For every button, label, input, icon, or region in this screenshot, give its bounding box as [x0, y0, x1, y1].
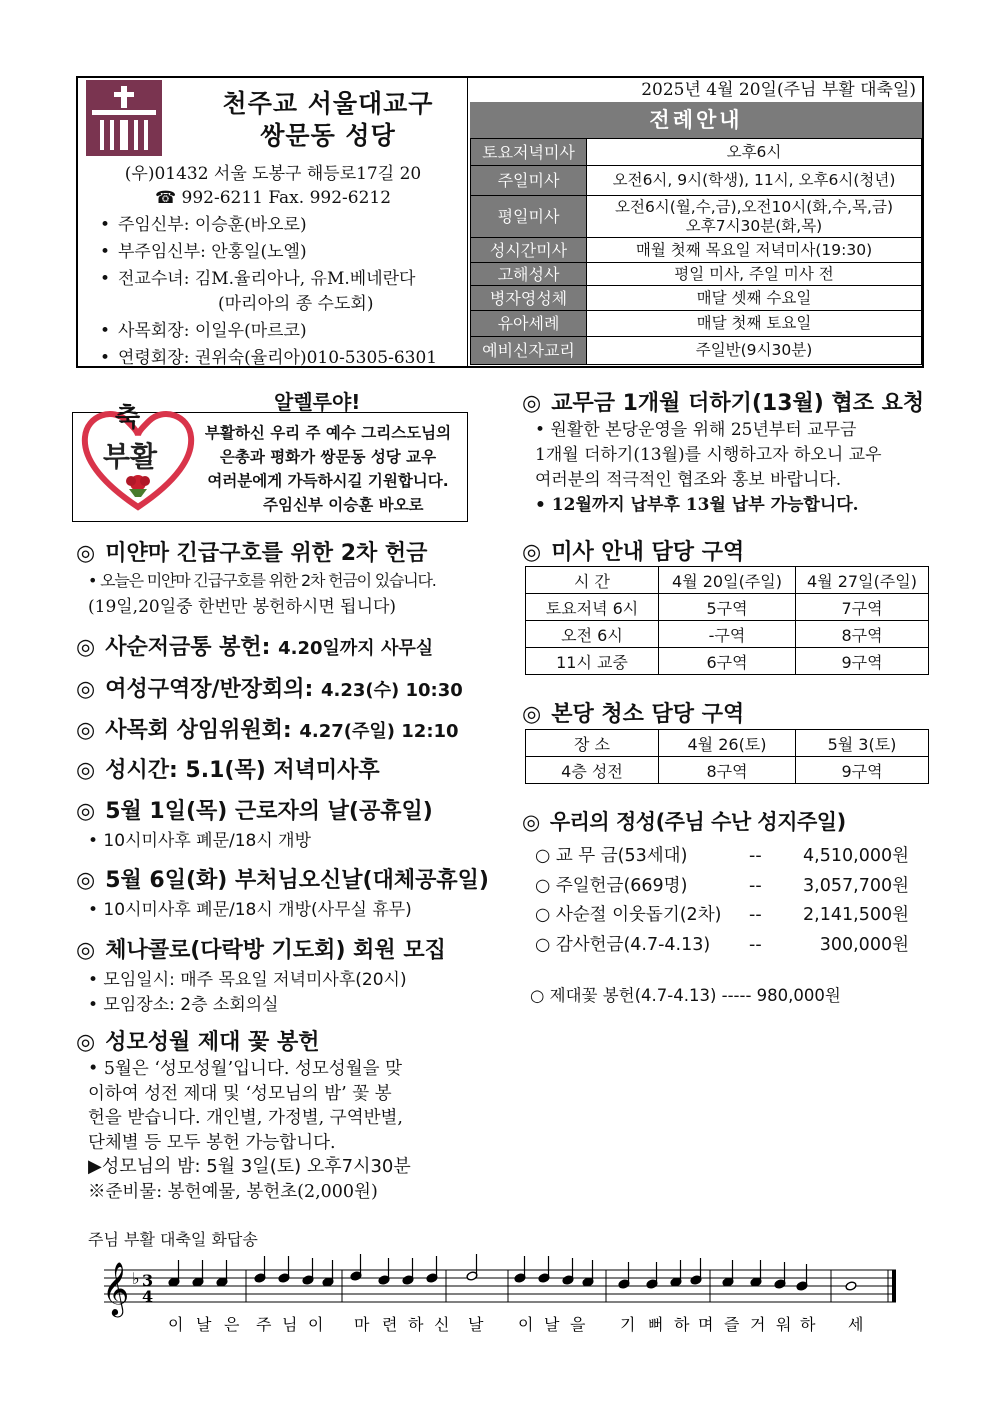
- table-cell: 7구역: [796, 594, 929, 621]
- psalm-title: 주님 부활 대축일 화답송: [88, 1230, 258, 1249]
- may-flowers-line: 이하여 성전 제대 및 ‘성모님의 밤’ 꽃 봉: [88, 1083, 392, 1104]
- bulletin-date: 2025년 4월 20일(주님 부활 대축일): [641, 80, 916, 100]
- section-title-text: 성모성월 제대 꽃 봉헌: [105, 1030, 320, 1055]
- dues-line: 1개월 더하기(13월)를 시행하고자 하오니 교우: [535, 445, 882, 465]
- table-row: [471, 166, 922, 196]
- staff-item-continued: (마리아의 종 수도회): [218, 294, 374, 314]
- lyric-syllable: 날: [544, 1315, 560, 1334]
- lyric-syllable: 기: [620, 1315, 636, 1334]
- easter-heading: 알렐루야!: [274, 390, 361, 414]
- schedule-value: [587, 196, 922, 238]
- schedule-value: 매월 첫째 목요일 저녁미사(19:30): [587, 238, 922, 263]
- schedule-value: 평일 미사, 주일 미사 전: [587, 263, 922, 286]
- easter-stamp-top: 축: [115, 403, 141, 433]
- table-header-cell: 시 간: [526, 567, 659, 594]
- buddha-day-line1: • 10시미사후 폐문/18시 개방(사무실 휴무): [88, 900, 412, 920]
- double-circle-icon: ◎: [76, 677, 96, 702]
- lyric-syllable: 하: [408, 1315, 424, 1334]
- offering-dash: --: [749, 875, 762, 896]
- easter-stamp-main: 부활: [103, 440, 158, 473]
- table-row: [471, 337, 922, 365]
- double-circle-icon: ◎: [76, 718, 96, 743]
- staff-item: • 부주임신부: 안홍일(노엘): [100, 239, 468, 266]
- time-signature-top: 3: [142, 1271, 154, 1290]
- offering-label: ○ 감사헌금(4.7-4.13): [535, 934, 711, 955]
- table-header-row: [526, 567, 929, 594]
- mass-duty-title: [522, 535, 744, 566]
- bulletin-header: [76, 76, 924, 368]
- offering-dash: --: [749, 934, 762, 955]
- lyric-syllable: 을: [570, 1315, 586, 1334]
- section-title-text: 5월 1일(목) 근로자의 날(공휴일): [105, 799, 433, 824]
- table-cell: 9구역: [796, 757, 929, 784]
- altar-flowers-offering: ○ 제대꽃 봉헌(4.7-4.13) ----- 980,000원: [530, 986, 841, 1005]
- easter-signature: 주임신부 이승훈 바오로: [263, 496, 424, 514]
- lyric-syllable: 주: [256, 1315, 272, 1334]
- lyric-syllable: 뻐: [648, 1315, 664, 1334]
- may-flowers-event: ▶성모님의 밤: 5월 3일(토) 오후7시30분: [88, 1156, 411, 1177]
- table-row: [526, 757, 929, 784]
- double-circle-icon: ◎: [522, 391, 542, 416]
- pastoral-council-title: [76, 713, 459, 744]
- offering-label: ○ 사순절 이웃돕기(2차): [535, 905, 722, 925]
- section-title-text: 미얀마 긴급구호를 위한 2차 헌금: [105, 541, 428, 566]
- table-header-cell: 4월 27일(주일): [796, 567, 929, 594]
- table-cell: 8구역: [796, 621, 929, 648]
- lyric-syllable: 며: [698, 1315, 714, 1334]
- table-header-cell: 장 소: [526, 730, 659, 757]
- myanmar-offering-title: [76, 536, 427, 567]
- holy-hour-title: [76, 753, 380, 784]
- easter-greeting-box: [72, 403, 468, 522]
- table-cell: 5구역: [659, 594, 796, 621]
- lyric-syllable: 은: [224, 1315, 240, 1334]
- easter-message-line: 부활하신 우리 주 예수 그리스도님의: [204, 424, 452, 442]
- section-title-text: 여성구역장/반장회의:: [105, 677, 314, 702]
- schedule-label: 성시간미사: [471, 238, 587, 263]
- offering-dash: --: [749, 905, 762, 925]
- time-signature-bottom: 4: [142, 1287, 154, 1306]
- address: (우)01432 서울 도봉구 해등로17길 20: [124, 164, 422, 184]
- offering-item: [535, 872, 915, 902]
- staff-item: • 주임신부: 이승훈(바오로): [100, 212, 468, 239]
- section-sub-text: 4.20일까지 사무실: [278, 638, 434, 659]
- section-title-text: 교무금 1개월 더하기(13월) 협조 요청: [551, 391, 925, 416]
- dues-title: [522, 386, 924, 417]
- table-cell: 8구역: [659, 757, 796, 784]
- lyric-syllable: 날: [196, 1315, 212, 1334]
- schedule-value-line1: 오전6시(월,수,금),오전10시(화,수,목,금): [615, 197, 893, 216]
- music-note: [845, 1281, 857, 1291]
- table-cell: 토요저녁 6시: [526, 594, 659, 621]
- section-title-text: 사순저금통 봉헌:: [105, 635, 271, 660]
- table-cell: 4층 성전: [526, 757, 659, 784]
- offering-list: [535, 842, 915, 960]
- parish-name: [198, 88, 458, 152]
- lyric-syllable: 하: [800, 1315, 816, 1334]
- staff-item: • 전교수녀: 김M.율리아나, 유M.베네란다: [100, 266, 468, 293]
- schedule-label: 병자영성체: [471, 286, 587, 311]
- lyric-syllable: 련: [382, 1315, 398, 1334]
- table-row: [471, 238, 922, 263]
- contact-block: [78, 162, 468, 210]
- offering-amount: 300,000원: [819, 934, 909, 955]
- table-row: [471, 139, 922, 166]
- psalm-lyrics: [168, 1315, 863, 1334]
- parish-name-line2: 쌍문동 성당: [260, 121, 396, 150]
- labor-day-line1: • 10시미사후 폐문/18시 개방: [88, 831, 312, 851]
- may-flowers-body: [88, 1057, 472, 1204]
- double-circle-icon: ◎: [76, 758, 96, 783]
- may-flowers-line: 헌을 받습니다. 개인별, 가정별, 구역반별,: [88, 1108, 403, 1128]
- table-row: [471, 196, 922, 238]
- easter-message-line: 은총과 평화가 쌍문동 성당 교우: [219, 448, 437, 466]
- svg-text:♭: ♭: [132, 1269, 140, 1288]
- dues-body: [535, 418, 882, 518]
- may-flowers-line: 단체별 등 모두 봉헌 가능합니다.: [88, 1132, 336, 1153]
- may-flowers-line: • 5월은 ‘성모성월’입니다. 성모성월을 맞: [88, 1059, 402, 1079]
- section-title-text: 사목회 상임위원회:: [105, 718, 292, 743]
- section-sub-text: 4.27(주일) 12:10: [299, 721, 459, 742]
- lyric-syllable: 이: [308, 1315, 324, 1334]
- table-header-cell: 4월 26(토): [659, 730, 796, 757]
- church-logo: [86, 80, 162, 156]
- cenacolo-line2: • 모임장소: 2층 소회의실: [88, 995, 279, 1015]
- offering-amount: 3,057,700원: [803, 875, 909, 896]
- cenacolo-line1: • 모임일시: 매주 목요일 저녁미사후(20시): [88, 970, 407, 990]
- double-circle-icon: ◎: [76, 541, 96, 566]
- lyric-syllable: 님: [282, 1315, 298, 1334]
- schedule-label: 평일미사: [471, 196, 587, 238]
- mass-duty-table: [525, 566, 929, 675]
- liturgy-schedule-table: [470, 138, 922, 365]
- staff-item: • 사목회장: 이일우(마르코): [100, 318, 468, 345]
- lyric-syllable: 즐: [724, 1315, 740, 1334]
- schedule-label: 주일미사: [471, 166, 587, 196]
- double-circle-icon: ◎: [522, 810, 540, 834]
- lyric-syllable: 이: [518, 1315, 534, 1334]
- lyric-syllable: 이: [168, 1315, 184, 1334]
- section-title-text: 성시간: 5.1(목) 저녁미사후: [105, 758, 380, 783]
- table-row: [526, 594, 929, 621]
- myanmar-line2: (19일,20일중 한번만 봉헌하시면 됩니다): [88, 597, 397, 617]
- schedule-value: 오전6시, 9시(학생), 11시, 오후6시(청년): [587, 166, 922, 196]
- table-cell: -구역: [659, 621, 796, 648]
- offering-item: [535, 901, 915, 931]
- cathedral-icon: [86, 80, 162, 156]
- may-flowers-title: [76, 1025, 319, 1056]
- lyric-syllable: 신: [434, 1315, 450, 1334]
- offering-amount: 4,510,000원: [803, 846, 909, 866]
- table-cell: 11시 교중: [526, 648, 659, 675]
- phone: ☎ 992-6211 Fax. 992-6212: [154, 188, 392, 208]
- lyric-syllable: 하: [674, 1315, 690, 1334]
- table-row: [471, 311, 922, 337]
- offering-label: ○ 주일헌금(669명): [535, 875, 688, 896]
- lyric-syllable: 워: [776, 1315, 792, 1334]
- schedule-label: 유아세례: [471, 311, 587, 337]
- section-title-text: 본당 청소 담당 구역: [551, 702, 745, 727]
- psalm-sheet-music: [96, 1252, 908, 1336]
- double-circle-icon: ◎: [76, 799, 96, 824]
- staff-list: [100, 212, 468, 372]
- double-circle-icon: ◎: [522, 702, 542, 727]
- offering-label: ○ 교 무 금(53세대): [535, 846, 688, 866]
- double-circle-icon: ◎: [76, 868, 96, 893]
- dues-line: • 12월까지 납부후 13월 납부 가능합니다.: [535, 495, 859, 515]
- lyric-syllable: 세: [848, 1315, 864, 1334]
- table-row: [526, 621, 929, 648]
- schedule-value: 오후6시: [587, 139, 922, 166]
- offering-item: [535, 931, 915, 961]
- women-meeting-title: [76, 672, 463, 703]
- parish-info: [78, 78, 468, 366]
- dues-line: • 원활한 본당운영을 위해 25년부터 교무금: [535, 420, 857, 440]
- double-circle-icon: ◎: [76, 635, 96, 660]
- lyric-syllable: 마: [354, 1315, 370, 1334]
- labor-day-title: [76, 794, 433, 825]
- liturgy-guide-title: 전례안내: [470, 102, 922, 138]
- double-circle-icon: ◎: [522, 540, 542, 565]
- section-title-text: 미사 안내 담당 구역: [551, 540, 745, 565]
- parish-name-line1: 천주교 서울대교구: [222, 89, 434, 118]
- treble-clef-icon: 𝄞: [102, 1261, 130, 1315]
- schedule-value: 매달 셋째 수요일: [587, 286, 922, 311]
- table-row: [526, 648, 929, 675]
- double-circle-icon: ◎: [76, 1030, 96, 1055]
- section-title-text: 체나콜로(다락방 기도회) 회원 모집: [105, 938, 446, 963]
- table-cell: 9구역: [796, 648, 929, 675]
- double-circle-icon: ◎: [76, 938, 96, 963]
- cleaning-duty-title: [522, 697, 744, 728]
- table-row: [471, 286, 922, 311]
- schedule-value: 주일반(9시30분): [587, 337, 922, 365]
- table-header-row: [526, 730, 929, 757]
- dues-line: 여러분의 적극적인 협조와 홍보 바랍니다.: [535, 470, 842, 490]
- staff-item: • 연령회장: 권위숙(율리아)010-5305-6301: [100, 345, 468, 372]
- easter-message-line: 여러분에게 가득하시길 기원합니다.: [207, 472, 449, 490]
- section-title-text: 5월 6일(화) 부처님오신날(대체공휴일): [105, 868, 489, 893]
- table-header-cell: 5월 3(토): [796, 730, 929, 757]
- table-cell: 6구역: [659, 648, 796, 675]
- offering-amount: 2,141,500원: [803, 905, 909, 925]
- table-header-cell: 4월 20일(주일): [659, 567, 796, 594]
- offering-dash: --: [749, 846, 762, 866]
- cenacolo-title: [76, 933, 446, 964]
- offering-title: [522, 806, 846, 836]
- lyric-syllable: 거: [750, 1315, 766, 1334]
- easter-message: [195, 421, 461, 493]
- schedule-label: 예비신자교리: [471, 337, 587, 365]
- section-title-text: 우리의 정성(주님 수난 성지주일): [549, 810, 846, 834]
- section-sub-text: 4.23(수) 10:30: [320, 680, 463, 701]
- table-row: [471, 263, 922, 286]
- offering-item: [535, 842, 915, 872]
- table-cell: 오전 6시: [526, 621, 659, 648]
- myanmar-line1: • 오늘은 미얀마 긴급구호를 위한 2차 헌금이 있습니다.: [88, 571, 436, 590]
- cleaning-duty-table: [525, 729, 929, 784]
- lyric-syllable: 날: [468, 1315, 484, 1334]
- schedule-value: 매달 첫째 토요일: [587, 311, 922, 337]
- may-flowers-prep: ※준비물: 봉헌예물, 봉헌초(2,000원): [88, 1181, 378, 1202]
- lent-box-title: [76, 630, 433, 661]
- schedule-value-line2: 오후7시30분(화,목): [685, 216, 823, 235]
- schedule-label: 토요저녁미사: [471, 139, 587, 166]
- buddha-day-title: [76, 863, 489, 894]
- schedule-label: 고해성사: [471, 263, 587, 286]
